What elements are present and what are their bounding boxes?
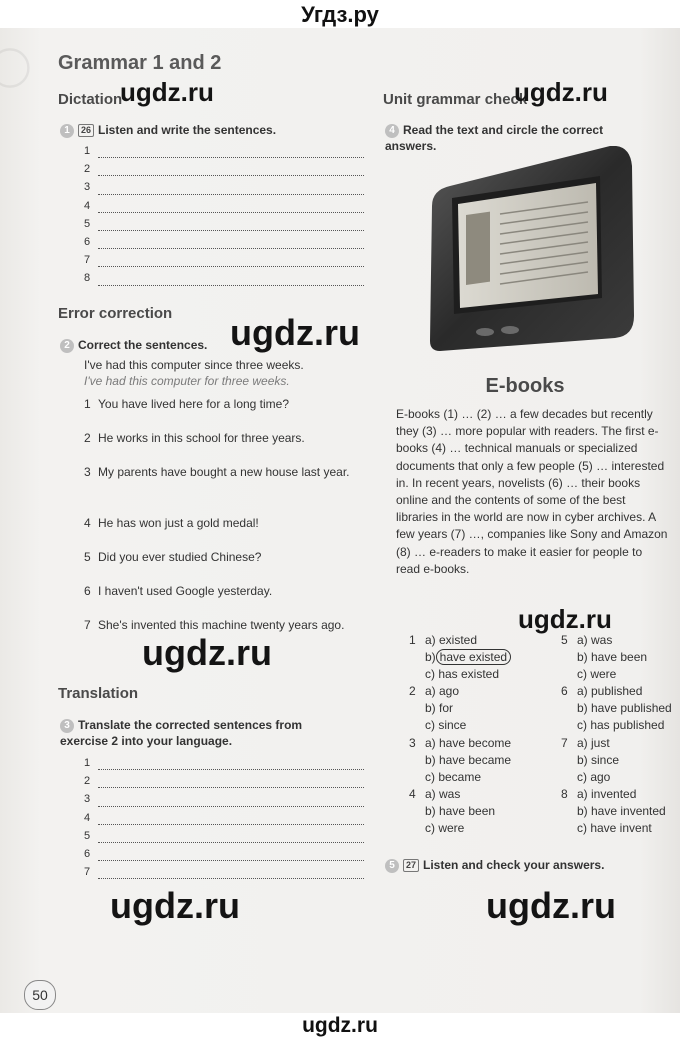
ex4-number: 4 [385,124,399,138]
circled-answer: have existed [436,649,511,665]
sentence-number: 6 [84,584,91,598]
ex2-instruction [60,337,207,353]
answer-line[interactable] [84,755,364,773]
option-text: c) were [425,821,465,836]
dictation-heading: Dictation [58,91,123,108]
option-text: b) since [577,752,620,767]
line-number: 8 [84,272,91,285]
ex2-number: 2 [60,339,74,353]
line-number: 2 [84,163,91,176]
article-title: E-books [485,375,565,397]
line-number: 1 [84,145,91,157]
question-number: 7 [561,735,568,750]
dotted-line [98,266,364,267]
line-number: 7 [84,254,91,267]
option-text: c) since [425,718,467,733]
option-text: b) have been [425,803,496,818]
answer-option[interactable] [409,753,559,770]
option-text: b) have published [577,701,672,716]
answer-line[interactable] [84,161,364,179]
line-number: 4 [84,811,91,824]
line-number: 7 [84,866,91,879]
ex3-text: Translate the corrected sentences from exercise 2 into your language. [60,718,303,748]
sentence-number: 1 [84,397,91,411]
option-text: a) ago [425,684,460,699]
answer-option[interactable] [409,684,559,701]
options-right [561,633,679,838]
ex2-example-answer: I've had this computer for three weeks. [84,374,290,388]
option-text: a) published [577,684,643,699]
option-text: a) was [425,786,461,801]
ex1-instruction [60,122,276,138]
ex5-text: Listen and check your answers. [423,858,605,872]
answer-line[interactable] [84,234,364,252]
dotted-line [98,769,364,770]
sentence-number: 5 [84,550,91,564]
option-text: b) have been [577,650,648,665]
cd-icon: 26 [78,124,94,137]
answer-option[interactable] [561,633,679,650]
watermark: ugdz.ru [142,632,272,673]
ex2-text: Correct the sentences. [78,338,208,352]
answer-option[interactable] [409,633,559,650]
ex3-instruction [60,717,350,749]
line-number: 4 [84,199,91,212]
answer-line[interactable] [84,864,364,882]
answer-option[interactable] [409,804,559,821]
answer-line[interactable] [84,846,364,864]
dotted-line [98,824,364,825]
dotted-line [98,248,364,249]
workbook-page [0,28,680,1013]
option-text: c) were [577,667,617,682]
line-number: 3 [84,181,91,194]
answer-option[interactable] [561,770,679,787]
answer-line[interactable] [84,216,364,234]
answer-option[interactable] [409,650,559,667]
dotted-line [98,230,364,231]
ex2-example: I've had this computer since three weeks. [84,358,304,372]
answer-option[interactable] [409,787,559,804]
ex1-text: Listen and write the sentences. [98,123,277,137]
line-number: 2 [84,775,91,788]
sentence-number: 3 [84,465,91,479]
ex5-number: 5 [385,859,399,873]
question-number: 8 [561,786,568,801]
error-correction-heading: Error correction [58,305,173,322]
sentence-text: She's invented this machine twenty years ago. [98,618,345,632]
question-number: 4 [409,786,416,801]
sentence-text: Did you ever studied Chinese? [98,550,262,564]
option-text: a) invented [577,786,637,801]
ex4-text: Read the text and circle the correct answers. [385,123,604,153]
question-number: 5 [561,633,568,647]
site-title-bottom: ugdz.ru [302,1014,378,1037]
answer-option[interactable] [409,667,559,684]
watermark: ugdz.ru [120,77,214,107]
option-text: c) ago [577,769,611,784]
answer-option[interactable] [409,718,559,735]
ex5-instruction [385,857,604,873]
answer-option[interactable] [561,718,679,735]
answer-option[interactable] [561,736,679,753]
question-number: 6 [561,684,568,699]
watermark: ugdz.ru [518,604,612,634]
answer-option[interactable] [409,770,559,787]
sentence-number: 7 [84,618,91,632]
dotted-line [98,175,364,176]
answer-option[interactable] [561,650,679,667]
watermark: ugdz.ru [514,77,608,107]
dotted-line [98,878,364,879]
answer-option[interactable] [409,736,559,753]
translation-heading: Translation [58,685,139,702]
question-number: 2 [409,684,416,699]
option-text: c) has existed [425,667,500,682]
dictation-lines [84,143,364,289]
dotted-line [98,842,364,843]
line-number: 1 [84,757,91,769]
dotted-line [98,194,364,195]
translation-lines [84,755,364,882]
line-number: 3 [84,793,91,806]
sentence-text: My parents have bought a new house last year. [98,465,350,479]
ex1-number: 1 [60,124,74,138]
option-text: c) have invent [577,821,652,836]
line-number: 6 [84,235,91,248]
watermark: ugdz.ru [486,885,616,926]
page-number: 50 [24,980,56,1010]
answer-line[interactable] [84,810,364,828]
answer-line[interactable] [84,198,364,216]
dotted-line [98,157,364,158]
ex3-number: 3 [60,719,74,733]
sentence-number: 4 [84,516,91,530]
unit-check-heading: Unit grammar check [383,91,528,108]
cd-icon: 27 [403,859,419,872]
answer-option[interactable] [561,787,679,804]
site-title-top: Угдз.ру [301,2,379,27]
ebook-reader-image [430,146,636,354]
option-text: a) have become [425,735,512,750]
article-text: E-books (1) … (2) … a few decades but recently they (3) … more popular with readers. The first e-books (4) … technical manuals or specialized documents that only a few people (5) … interested in. In recent years, novelists (6) … their books online and the contents of some of the best libraries in the world are now in cyber archives. A few years (7) …, companies like Sony and Amazon (8) … e-readers to make it easier for people to read e-books. [396,407,668,576]
answer-line[interactable] [84,143,364,161]
answer-option[interactable] [409,701,559,718]
options-left [409,633,559,838]
answer-option[interactable] [561,753,679,770]
watermark: ugdz.ru [230,312,360,353]
line-number: 5 [84,829,91,842]
answer-line[interactable] [84,828,364,846]
question-number: 3 [409,735,416,750]
answer-line[interactable] [84,773,364,791]
answer-option[interactable] [561,667,679,684]
dotted-line [98,787,364,788]
watermark: ugdz.ru [110,885,240,926]
sentence-number: 2 [84,431,91,445]
option-text: c) has published [577,718,665,733]
option-text: a) just [577,735,610,750]
answer-option[interactable] [561,821,679,838]
line-number: 6 [84,847,91,860]
option-text: b) [425,650,436,665]
sentence-text: He has won just a gold medal! [98,516,259,530]
dotted-line [98,212,364,213]
option-text: b) have invented [577,803,666,818]
question-number: 1 [409,633,416,647]
option-text: b) have became [425,752,512,767]
sentence-text: He works in this school for three years. [98,431,305,445]
answer-option[interactable] [409,821,559,838]
sentence-text: I haven't used Google yesterday. [98,584,273,598]
answer-option[interactable] [561,701,679,718]
option-text: c) became [425,769,482,784]
answer-line[interactable] [84,252,364,270]
answer-line[interactable] [84,270,364,288]
line-number: 5 [84,217,91,230]
answer-option[interactable] [561,684,679,701]
option-text: b) for [425,701,454,716]
option-text: a) was [577,633,613,647]
dotted-line [98,285,364,286]
sentence-text: You have lived here for a long time? [98,397,290,411]
option-text: a) existed [425,633,478,647]
dotted-line [98,860,364,861]
page-title: Grammar 1 and 2 [58,52,222,74]
answer-line[interactable] [84,179,364,197]
answer-option[interactable] [561,804,679,821]
dotted-line [98,806,364,807]
answer-line[interactable] [84,791,364,809]
